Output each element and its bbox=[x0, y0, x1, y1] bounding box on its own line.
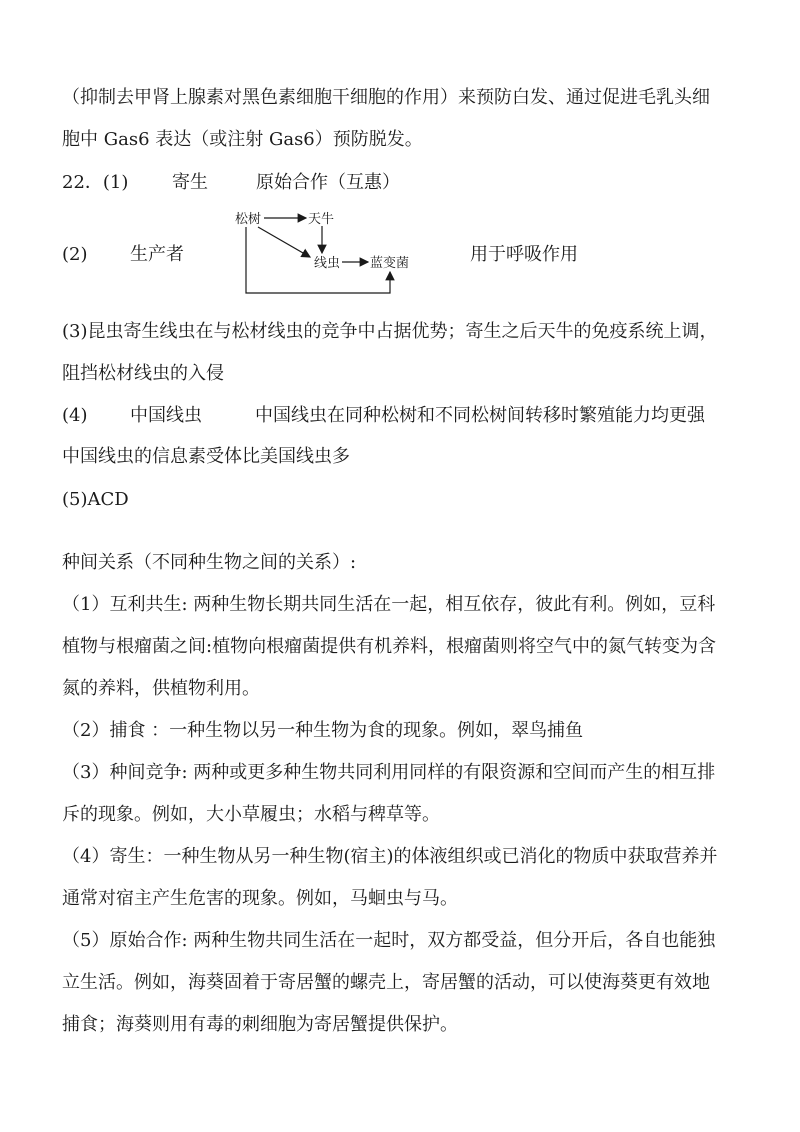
note-item-1-line3: 氮的养料，供植物利用。 bbox=[62, 678, 260, 699]
notes-heading: 种间关系（不同种生物之间的关系）: bbox=[62, 552, 357, 573]
q22-part4-answer-2: 中国线虫在同种松树和不同松树间转移时繁殖能力均更强 bbox=[255, 405, 705, 426]
note-item-5-line3: 捕食；海葵则用有毒的刺细胞为寄居蟹提供保护。 bbox=[62, 1014, 458, 1035]
note-item-1-line2: 植物与根瘤菌之间:植物向根瘤菌提供有机养料，根瘤菌则将空气中的氮气转变为含 bbox=[62, 636, 717, 657]
note-item-4-line2: 通常对宿主产生危害的现象。例如，马蛔虫与马。 bbox=[62, 888, 458, 909]
note-item-4-line1: （4）寄生：一种生物从另一种生物(宿主)的体液组织或已消化的物质中获取营养并 bbox=[62, 846, 718, 867]
note-item-1-line1: （1）互利共生: 两种生物长期共同生活在一起，相互依存，彼此有利。例如，豆科 bbox=[62, 594, 716, 615]
note-item-2: （2）捕食 ：一种生物以另一种生物为食的现象。例如，翠鸟捕鱼 bbox=[62, 720, 584, 741]
q22-number: 22．(1) bbox=[62, 172, 129, 193]
q22-part2-tail: 用于呼吸作用 bbox=[470, 244, 578, 265]
answer-line-2: 胞中 Gas6 表达（或注射 Gas6）预防脱发。 bbox=[62, 129, 423, 150]
q22-part4-line2: 中国线虫的信息素受体比美国线虫多 bbox=[62, 446, 350, 467]
note-item-3-line1: （3）种间竞争: 两种或更多种生物共同利用同样的有限资源和空间而产生的相互排 bbox=[62, 762, 716, 783]
answer-line-1: （抑制去甲肾上腺素对黑色素细胞干细胞的作用）来预防白发、通过促进毛乳头细 bbox=[62, 87, 710, 108]
q22-part4-answer-1: 中国线虫 bbox=[130, 405, 202, 426]
food-chain-svg bbox=[230, 205, 430, 300]
note-item-5-line2: 立生活。例如，海葵固着于寄居蟹的螺壳上，寄居蟹的活动，可以使海葵更有效地 bbox=[62, 972, 710, 993]
q22-part4-label: (4) bbox=[62, 405, 88, 426]
arrow-pine-nematode bbox=[258, 227, 310, 257]
q22-part5: (5)ACD bbox=[62, 489, 129, 510]
node-pine: 松树 bbox=[235, 212, 262, 227]
food-chain-diagram bbox=[230, 205, 430, 300]
note-item-5-line1: （5）原始合作: 两种生物共同生活在一起时，双方都受益，但分开后，各自也能独 bbox=[62, 930, 716, 951]
q22-answer-1: 寄生 bbox=[172, 172, 208, 193]
q22-part2-label: (2) bbox=[62, 244, 88, 265]
q22-answer-2: 原始合作（互惠） bbox=[256, 172, 400, 193]
node-fungus: 蓝变菌 bbox=[370, 256, 410, 271]
q22-part3-line1: (3)昆虫寄生线虫在与松材线虫的竞争中占据优势；寄生之后天牛的免疫系统上调， bbox=[62, 321, 718, 342]
node-beetle: 天牛 bbox=[308, 212, 335, 227]
node-nematode: 线虫 bbox=[314, 256, 341, 271]
q22-part3-line2: 阻挡松材线虫的入侵 bbox=[62, 363, 224, 384]
note-item-3-line2: 斥的现象。例如，大小草履虫；水稻与稗草等。 bbox=[62, 804, 440, 825]
q22-part2-answer: 生产者 bbox=[130, 244, 184, 265]
